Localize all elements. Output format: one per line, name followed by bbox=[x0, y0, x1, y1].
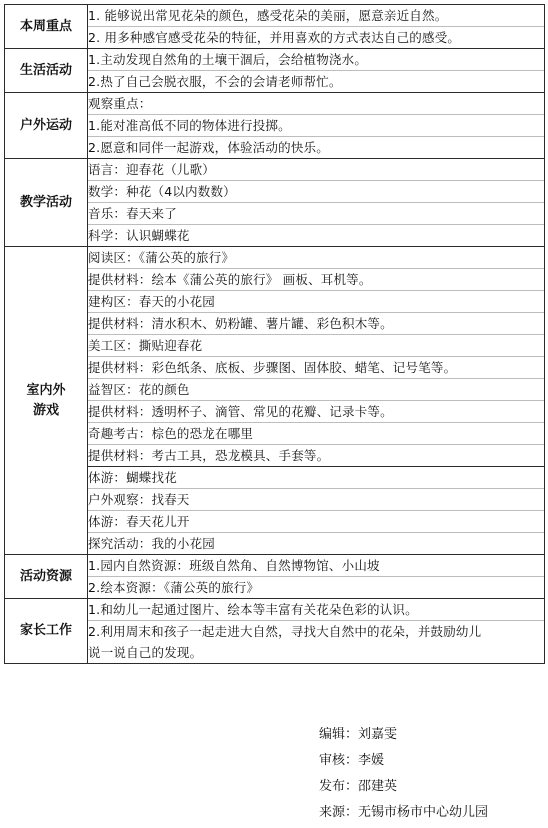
content-line: 提供材料：清水积木、奶粉罐、薯片罐、彩色积木等。 bbox=[88, 313, 544, 335]
content-line: 1.主动发现自然角的土壤干涸后，会给植物浇水。 bbox=[88, 49, 544, 71]
content-line: 1. 能够说出常见花朵的颜色，感受花朵的美丽，愿意亲近自然。 bbox=[88, 5, 544, 27]
content-line: 提供材料：绘本《蒲公英的旅行》 画板、耳机等。 bbox=[88, 269, 544, 291]
content-line: 提供材料：透明杯子、滴管、常见的花瓣、记录卡等。 bbox=[88, 401, 544, 423]
content-line: 探究活动：我的小花园 bbox=[88, 536, 216, 551]
content-line: 1.和幼儿一起通过图片、绘本等丰富有关花朵色彩的认识。 bbox=[88, 599, 544, 621]
content-line: 2.绘本资源：《蒲公英的旅行》 bbox=[88, 580, 260, 595]
content-line: 观察重点： bbox=[88, 93, 544, 115]
content-line: 体游：春天花儿开 bbox=[88, 511, 544, 533]
table-row bbox=[5, 49, 545, 93]
content-line: 建构区：春天的小花园 bbox=[88, 291, 544, 313]
content-line: 2.利用周末和孩子一起走进大自然，寻找大自然中的花朵，并鼓励幼儿 bbox=[88, 624, 482, 639]
credits-block bbox=[319, 722, 488, 826]
row-label-line: 室内外 bbox=[26, 382, 66, 398]
credit-editor: 编辑：刘嘉雯 bbox=[319, 727, 398, 742]
content-line: 1.园内自然资源：班级自然角、自然博物馆、小山坡 bbox=[88, 555, 544, 577]
row-label: 家长工作 bbox=[5, 599, 88, 664]
row-label: 本周重点 bbox=[5, 5, 88, 49]
row-content bbox=[88, 599, 545, 664]
row-content bbox=[88, 49, 545, 93]
table-row bbox=[5, 5, 545, 49]
row-content bbox=[88, 159, 545, 247]
content-line: 奇趣考古：棕色的恐龙在哪里 bbox=[88, 423, 544, 445]
credit-publisher: 发布：邵建英 bbox=[319, 779, 398, 794]
content-line: 语言：迎春花（儿歌） bbox=[88, 159, 544, 181]
content-line: 阅读区：《蒲公英的旅行》 bbox=[88, 247, 544, 269]
content-line: 提供材料：考古工具，恐龙模具、手套等。 bbox=[88, 448, 330, 463]
row-label bbox=[5, 247, 88, 555]
content-line: 说一说自己的发现。 bbox=[88, 645, 203, 660]
weekly-plan-table bbox=[4, 4, 545, 664]
row-content bbox=[88, 93, 545, 159]
table-row bbox=[5, 599, 545, 664]
row-label: 生活活动 bbox=[5, 49, 88, 93]
outdoor-games-content bbox=[88, 467, 545, 555]
credit-reviewer: 审核：李媛 bbox=[319, 753, 385, 768]
content-line: 美工区：撕贴迎春花 bbox=[88, 335, 544, 357]
table-row bbox=[5, 247, 545, 467]
content-line: 益智区：花的颜色 bbox=[88, 379, 544, 401]
table-row bbox=[5, 555, 545, 599]
table-row bbox=[5, 93, 545, 159]
content-line: 数学：种花（4以内数数） bbox=[88, 181, 544, 203]
row-label: 户外运动 bbox=[5, 93, 88, 159]
content-line: 科学：认识蝴蝶花 bbox=[88, 228, 190, 243]
content-line: 户外观察：找春天 bbox=[88, 489, 544, 511]
row-content bbox=[88, 5, 545, 49]
credit-source: 来源：无锡市杨市中心幼儿园 bbox=[319, 805, 489, 820]
row-label: 活动资源 bbox=[5, 555, 88, 599]
indoor-games-content bbox=[88, 247, 545, 467]
content-line: 提供材料：彩色纸条、底板、步骤图、固体胶、蜡笔、记号笔等。 bbox=[88, 357, 544, 379]
content-line: 2. 用多种感官感受花朵的特征，并用喜欢的方式表达自己的感受。 bbox=[88, 30, 461, 45]
content-line: 音乐：春天来了 bbox=[88, 203, 544, 225]
content-line: 体游：蝴蝶找花 bbox=[88, 467, 544, 489]
table-row bbox=[5, 159, 545, 247]
content-line: 2.愿意和同伴一起游戏，体验活动的快乐。 bbox=[88, 140, 329, 155]
content-line: 1.能对准高低不同的物体进行投掷。 bbox=[88, 115, 544, 137]
row-content bbox=[88, 555, 545, 599]
row-label: 教学活动 bbox=[5, 159, 88, 247]
content-line: 2.热了自己会脱衣服，不会的会请老师帮忙。 bbox=[88, 74, 342, 89]
row-label-line: 游戏 bbox=[32, 402, 59, 418]
